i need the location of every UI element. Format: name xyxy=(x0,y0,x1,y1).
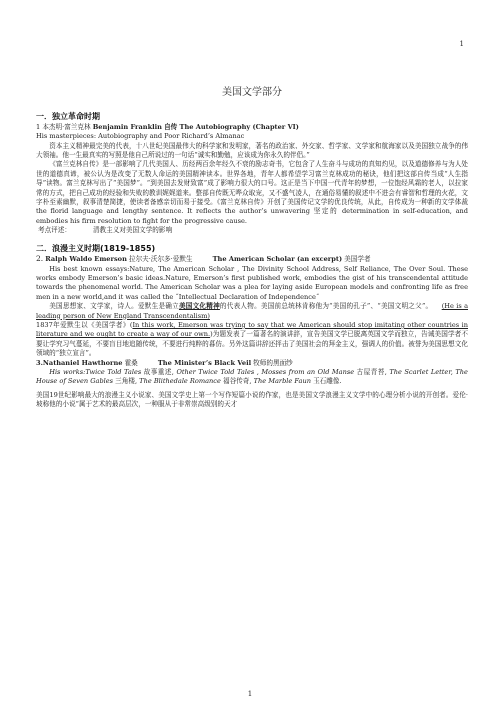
emerson-essays-paragraph: His best known essays:Nature, The American Scholar , The Divinity School Address, Self Reliance, The Over Soul. These works embody Emerson’s basic ideas.Nature, Emerson’s first published work, embodies the gist of his transcendental attitude towards the phenomenal world. The American Scholar was a plea for laying aside European models and confronting life as free men in a new world,and it was called the ˝Intellectual Declaration of Independence˝ xyxy=(36,264,468,301)
work-title: 自传 The Autobiography (Chapter VI) xyxy=(164,122,299,131)
work-title-cn: 古屋青苔, xyxy=(356,367,387,376)
page-number-bottom: 1 xyxy=(247,690,253,698)
entry-emerson xyxy=(36,254,468,264)
note-text: 清教主义对美国文学的影响 xyxy=(92,226,173,235)
entry-number: 3. xyxy=(36,358,43,367)
paragraph-text-cn2: 坚定的 xyxy=(313,207,339,216)
paragraph-text: 1837年爱默生以《美国学者》( xyxy=(36,320,133,329)
work-title: The Blithedale Romance xyxy=(139,377,221,386)
masterpieces-line: His masterpieces: Autobiography and Poor Richard’s Almanac xyxy=(36,132,245,141)
author-name-cn: 拉尔夫·沃尔多·爱默生 xyxy=(128,255,193,264)
section-heading-romanticism xyxy=(36,244,468,253)
author-name-en: Nathaniel Hawthorne xyxy=(42,358,123,367)
paragraph-text: )为题发表了一篇著名的演讲辞，宣告美国文学已脱离英国文学而独立，告诫美国学者不要让学究习气蔓延，不要盲目地追随传统，不要进行纯粹的暮仿。另外这篇讲辞还抨击了美国社会的拜金主义，强调人的价值。被誉为美国思想文化领域的“独立宣言”。 xyxy=(36,330,468,358)
paragraph-text-en: the florid language and lengthy sentence. It reflects the author’s unwavering xyxy=(36,207,311,216)
paragraph-text: 美国思想家、文学家，诗人。爱默生是确立 xyxy=(49,302,179,311)
work-title-cn: 福谷传奇, xyxy=(223,377,252,386)
exam-note xyxy=(38,226,468,235)
american-scholar-paragraph xyxy=(36,321,468,359)
paragraph-text-en2: determination in self-education, and embodies his firm resolution to fight for the progressive cause. xyxy=(36,207,468,225)
hawthorne-paragraph: 美国19世纪影响最大的浪漫主义小说家、美国文学史上第一个写作短篇小说的作家，也是美国文学浪漫主义文学中的心理分析小说的开创者。爱伦·坡称他的小说“属于艺术的最高层次，一种服从于非常崇高级别的天才 xyxy=(36,390,468,409)
work-title-cn: 美国学者 xyxy=(344,255,371,264)
work-title: The Marble Faun xyxy=(253,377,311,386)
author-name-en: Benjamin Franklin xyxy=(92,122,162,131)
section-heading-independence: 一．独立革命时期 xyxy=(36,112,100,122)
works-label: His works: xyxy=(49,367,86,376)
autobiography-paragraph xyxy=(36,160,468,226)
section-heading-text: 二．浪漫主义时期 xyxy=(36,243,100,253)
entry-franklin xyxy=(36,123,468,132)
work-title: The American Scholar (an excerpt) xyxy=(212,255,343,264)
page-number-top: 1 xyxy=(459,40,464,48)
author-name-cn: 本杰明·富兰克林 xyxy=(42,122,91,131)
franklin-intro-paragraph: 资本主义精神最完美的代表，十八世纪美国最伟大的科学家和发明家，著名的政治家、外交家、哲学家、文学家和航海家以及美国独立战争的伟大领袖。他一生最真实的写照是他自己所说过的一句话“诚实和勤勉，应该成为你永久的伴侣。” xyxy=(36,141,468,160)
author-name-en: Ralph Waldo Emerson xyxy=(45,255,127,264)
work-title: The Minister’s Black Veil xyxy=(157,358,252,367)
emerson-cn-paragraph xyxy=(36,302,468,321)
hawthorne-works xyxy=(36,368,468,387)
underlined-text: (He is a leading person of New England Transcendentalism) xyxy=(36,302,469,320)
document-title: 美国文学部分 xyxy=(222,87,282,98)
author-name-cn: 霍桑 xyxy=(124,358,138,367)
work-title-cn: 三角楼, xyxy=(115,377,138,386)
note-label: 考点评述： xyxy=(38,226,71,235)
paragraph-text-cn: 《富兰克林自传》是一部影响了几代美国人、历经两百余年经久不衰的励志奇书，它包含了人生奋斗与成功的真知灼见，以及道德修养与为人处世的道德真谛，被公认为是改变了无数人命运的美国精神读本。世界各地，青年人都希望学习富兰克林成功的秘诀，他们把这部自传当成“人生指导”读物。富兰克林写出了“美国梦”。“到美国去发财致富”成了影响力很大的口号。这正是当下中国一代青年的梦想，一位饱经风霜的老人，以拉家常的方式，把自己成功的经验和失败的教训娓娓道来。整部自传既无哗众取宠，又不盛气凌人，在通俗易懂的叙述中不进会有睿智和哲理的火花，文字朴至素幽默，叙事清楚简捷，使读者备感亲切而易于接受。《富兰克林自传》开创了美国传记文学的优良传统，从此，自传成为一种新的文学体裁 xyxy=(36,160,468,207)
work-title-cn: 玉石雕像. xyxy=(313,377,342,386)
work-title: Twice Told Tales xyxy=(85,367,142,376)
work-title: The Scarlet Letter, The House of Seven Gables xyxy=(36,367,468,386)
work-title-cn: 牧师的黑面纱 xyxy=(253,358,293,367)
entry-hawthorne xyxy=(36,359,468,368)
work-title-cn: 故事重述, xyxy=(143,367,174,376)
entry-number: 2. xyxy=(36,254,44,264)
entry-number: 1 xyxy=(36,122,41,131)
paragraph-text: 的代表人物。美国前总统林肯称他为“美国的孔子”、“美国文明之父”。 xyxy=(219,302,433,311)
section-heading-years: (1819-1855) xyxy=(100,243,156,253)
underlined-text: In this work, Emerson was trying to say that we American should stop imitating other countries in literature and we ought to create a way of our own. xyxy=(36,320,468,339)
work-title: Other Twice Told Tales , Mosses from an Old Manse xyxy=(176,367,355,376)
underlined-text: 美国文化精神 xyxy=(178,302,220,311)
document-body xyxy=(36,88,468,410)
